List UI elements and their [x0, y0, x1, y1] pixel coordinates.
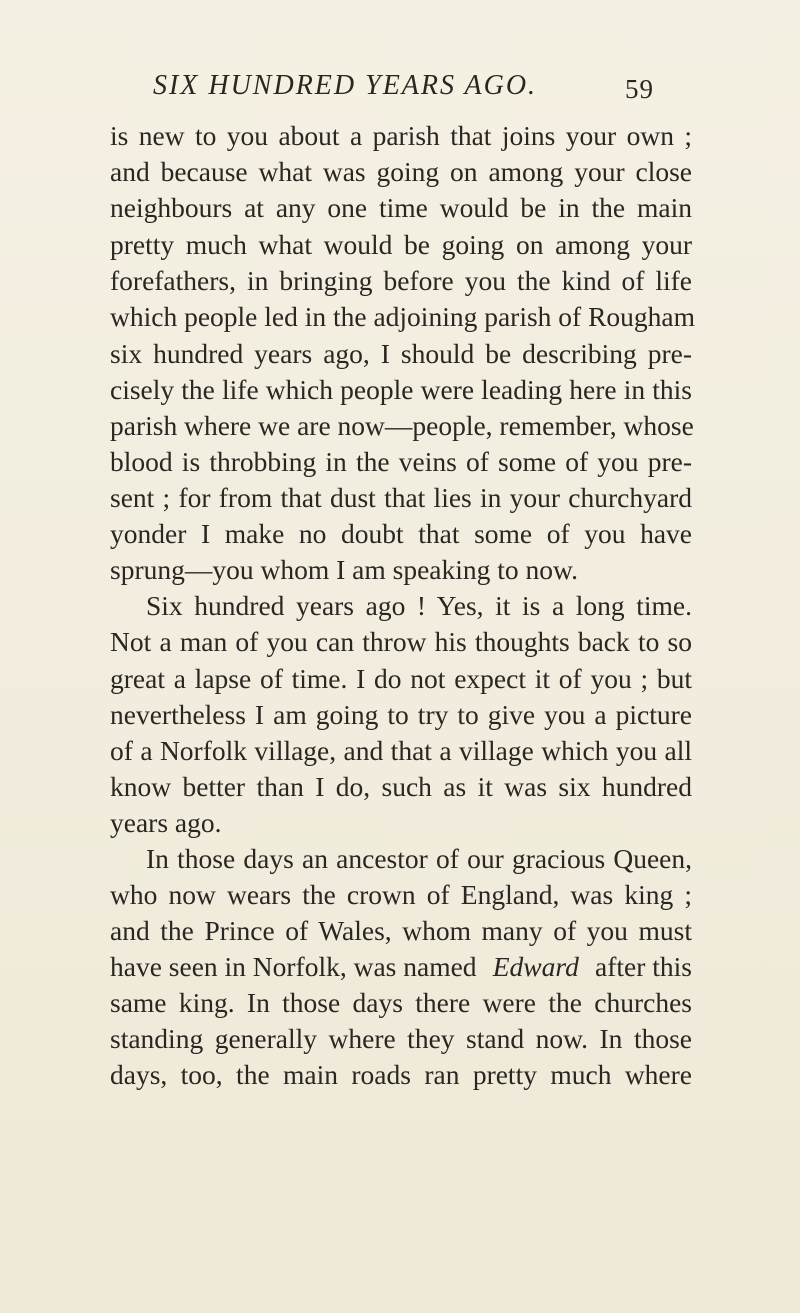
text-line: pretty much what would be going on among your: [110, 229, 692, 260]
text-line: and because what was going on among your close: [110, 156, 692, 187]
text-line: In those days an ancestor of our gracious Queen,: [146, 843, 692, 874]
text-line: Six hundred years ago ! Yes, it is a long time.: [146, 590, 692, 621]
text-line: years ago.: [110, 807, 222, 838]
text-line: sprung—you whom I am speaking to now.: [110, 554, 578, 585]
text-line: which people led in the adjoining parish of Rougham: [110, 301, 696, 332]
italic-name: Edward: [492, 951, 579, 982]
running-title: SIX HUNDRED YEARS AGO.: [152, 70, 538, 101]
text-line: Not a man of you can throw his thoughts back to so: [110, 626, 692, 657]
text-line: days, too, the main roads ran pretty much where: [110, 1059, 692, 1090]
text-line: standing generally where they stand now. In those: [110, 1023, 692, 1054]
text-line: cisely the life which people were leading here in this: [110, 374, 692, 405]
text-line: same king. In those days there were the churches: [110, 987, 692, 1018]
text-fragment: after this: [595, 951, 692, 982]
text-line: great a lapse of time. I do not expect it of you ; but: [110, 663, 692, 694]
page-number: 59: [625, 74, 654, 104]
text-line: forefathers, in bringing before you the kind of life: [110, 265, 692, 296]
text-line: who now wears the crown of England, was king ;: [110, 879, 692, 910]
text-line: six hundred years ago, I should be describing pre-: [110, 338, 692, 369]
text-line: parish where we are now—people, remember, whose: [110, 410, 694, 441]
text-line: blood is throbbing in the veins of some of you pre-: [110, 446, 692, 477]
text-line: [110, 949, 692, 985]
text-fragment: have seen in Norfolk, was named: [110, 951, 477, 982]
text-line: of a Norfolk village, and that a village which you all: [110, 735, 692, 766]
text-line: nevertheless I am going to try to give you a picture: [110, 699, 692, 730]
text-line: know better than I do, such as it was six hundred: [110, 771, 692, 802]
text-line: yonder I make no doubt that some of you have: [110, 518, 692, 549]
text-line: is new to you about a parish that joins your own ;: [110, 120, 692, 151]
text-line: and the Prince of Wales, whom many of you must: [110, 915, 692, 946]
text-line: sent ; for from that dust that lies in your churchyard: [110, 482, 692, 513]
text-line: neighbours at any one time would be in the main: [110, 192, 692, 223]
